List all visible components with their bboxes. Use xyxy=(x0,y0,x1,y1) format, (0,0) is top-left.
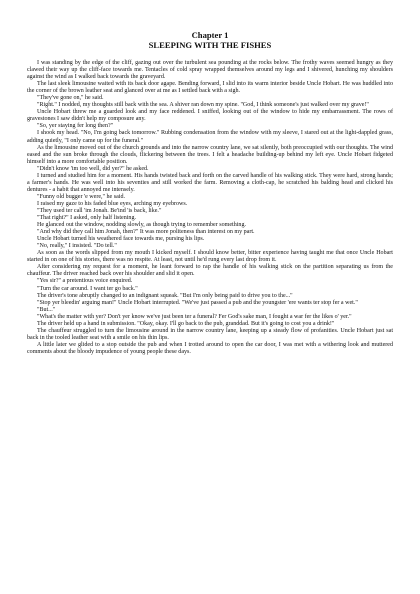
paragraph: After considering my request for a moment, he leant forward to rap the handle of his walking stick on the partition separating us from the chauffeur. The driver reached back over his shoulder and slid it open. xyxy=(27,264,393,278)
paragraph: I raised my gaze to his faded blue eyes, arching my eyebrows. xyxy=(37,200,188,207)
paragraph: As soon as the words slipped from my mouth I kicked myself. I should know better, bitter experience having taught me that once Uncle Hobart started in on one of his stories, there was no respite. At least, not until he'd rung every last drop from it. xyxy=(27,250,393,264)
book-page xyxy=(27,30,393,356)
paragraph: "Yes sir?" a pretentious voice enquired. xyxy=(37,278,133,285)
paragraph: The driver's tone abruptly changed to an indignant squeak. "But I'm only being paid to drive you to the..." xyxy=(37,292,293,299)
paragraph: "But..." xyxy=(37,306,56,313)
paragraph: "They used ter call 'im Jonah. Be'ind 'is back, like." xyxy=(37,207,162,214)
paragraph: "That right?" I asked, only half listening. xyxy=(37,215,136,222)
paragraph: Uncle Hobart turned his weathered face towards me, pursing his lips. xyxy=(37,236,205,243)
paragraph: "Didn't know 'im too well, did yer?" he asked. xyxy=(37,165,149,172)
paragraph: "No, really," I insisted. "Do tell." xyxy=(37,243,117,250)
paragraph: As the limousine moved out of the church grounds and into the narrow country lane, we sat silently, both preoccupied with our thoughts. The wind eased and the sun broke through the clouds, flickering between the trees. I felt a headache building-up behind my left eye. Uncle Hobart fidgeted himself into a more comfortable position. xyxy=(27,144,393,165)
chapter-body xyxy=(27,60,393,356)
paragraph: "What's the matter with yer? Don't yer know we've just been ter a funeral? Fer God's sake man, I fought a war fer the likes o' yer." xyxy=(37,313,352,320)
chapter-number: Chapter 1 xyxy=(191,30,229,40)
paragraph: I was standing by the edge of the cliff, gazing out over the turbulent sea pounding at the rocks below. The frothy waves seemed hungry as they clawed their way up the cliff-face towards me. Tentacles of cold spray wrapped themselves around my legs and I shivered, hunching my shoulders against the wind as I walked back towards the graveyard. xyxy=(27,60,393,81)
paragraph: I turned and studied him for a moment. His hands twisted back and forth on the carved handle of his walking stick. They were hard, strong hands; a farmer's hands. He was well into his seventies and still worked the farm. Removing a cloth-cap, he scratched his balding head and clicked his dentures - a habit that annoyed me intensely. xyxy=(27,172,393,193)
chapter-title: SLEEPING WITH THE FISHES xyxy=(148,40,272,50)
paragraph: The last sleek limousine waited with its back door agape. Bending forward, I slid into its warm interior beside Uncle Hobart. He was huddled into the corner of the brown leather seat and glanced over at me as I settled back with a sigh. xyxy=(27,81,393,95)
paragraph: A little later we glided to a stop outside the pub and when I trotted around to open the car door, I was met with a withering look and muttered comments about the bloody impudence of young people these days. xyxy=(27,341,393,355)
paragraph: The driver held up a hand in submission. "Okay, okay. I'll go back to the pub, granddad. But it's going to cost you a drink!" xyxy=(37,320,335,327)
paragraph: "Turn the car around. I want ter go back." xyxy=(37,285,138,292)
paragraph: "They've gone on," he said. xyxy=(37,95,104,102)
paragraph: The chauffeur struggled to turn the limousine around in the narrow country lane, keeping up a steady flow of profanities. Uncle Hobart just sat back in the tooled leather seat with a smile on his thin lips. xyxy=(27,327,393,341)
paragraph: Uncle Hobart threw me a guarded look and my face reddened. I sniffed, looking out of the window to hide my embarrassment. The rows of gravestones I saw didn't help my composure any. xyxy=(27,109,393,123)
paragraph: "Stop yer bleedin' arguing man!" Uncle Hobart interrupted. "We've just passed a pub and the youngster 'ere wants ter stop fer a wet." xyxy=(37,299,358,306)
paragraph: He glanced out the window, nodding slowly, as though trying to remember something. xyxy=(37,222,246,229)
paragraph: "Funny old bugger 'e were," he said. xyxy=(37,193,125,200)
paragraph: I shook my head. "No, I'm going back tomorrow." Rubbing condensation from the window with my sleeve, I stared out at the light-dappled grass, adding quietly, "I only came up for the funeral." xyxy=(27,130,393,144)
paragraph: "So, yer staying fer long then?" xyxy=(37,123,114,130)
paragraph: "Right." I nodded, my thoughts still back with the sea. A shiver ran down my spine. "God, I think someone's just walked over my grave!" xyxy=(37,102,369,109)
paragraph: "And why did they call him Jonah, then?" It was more politeness than interest on my part. xyxy=(37,229,255,236)
